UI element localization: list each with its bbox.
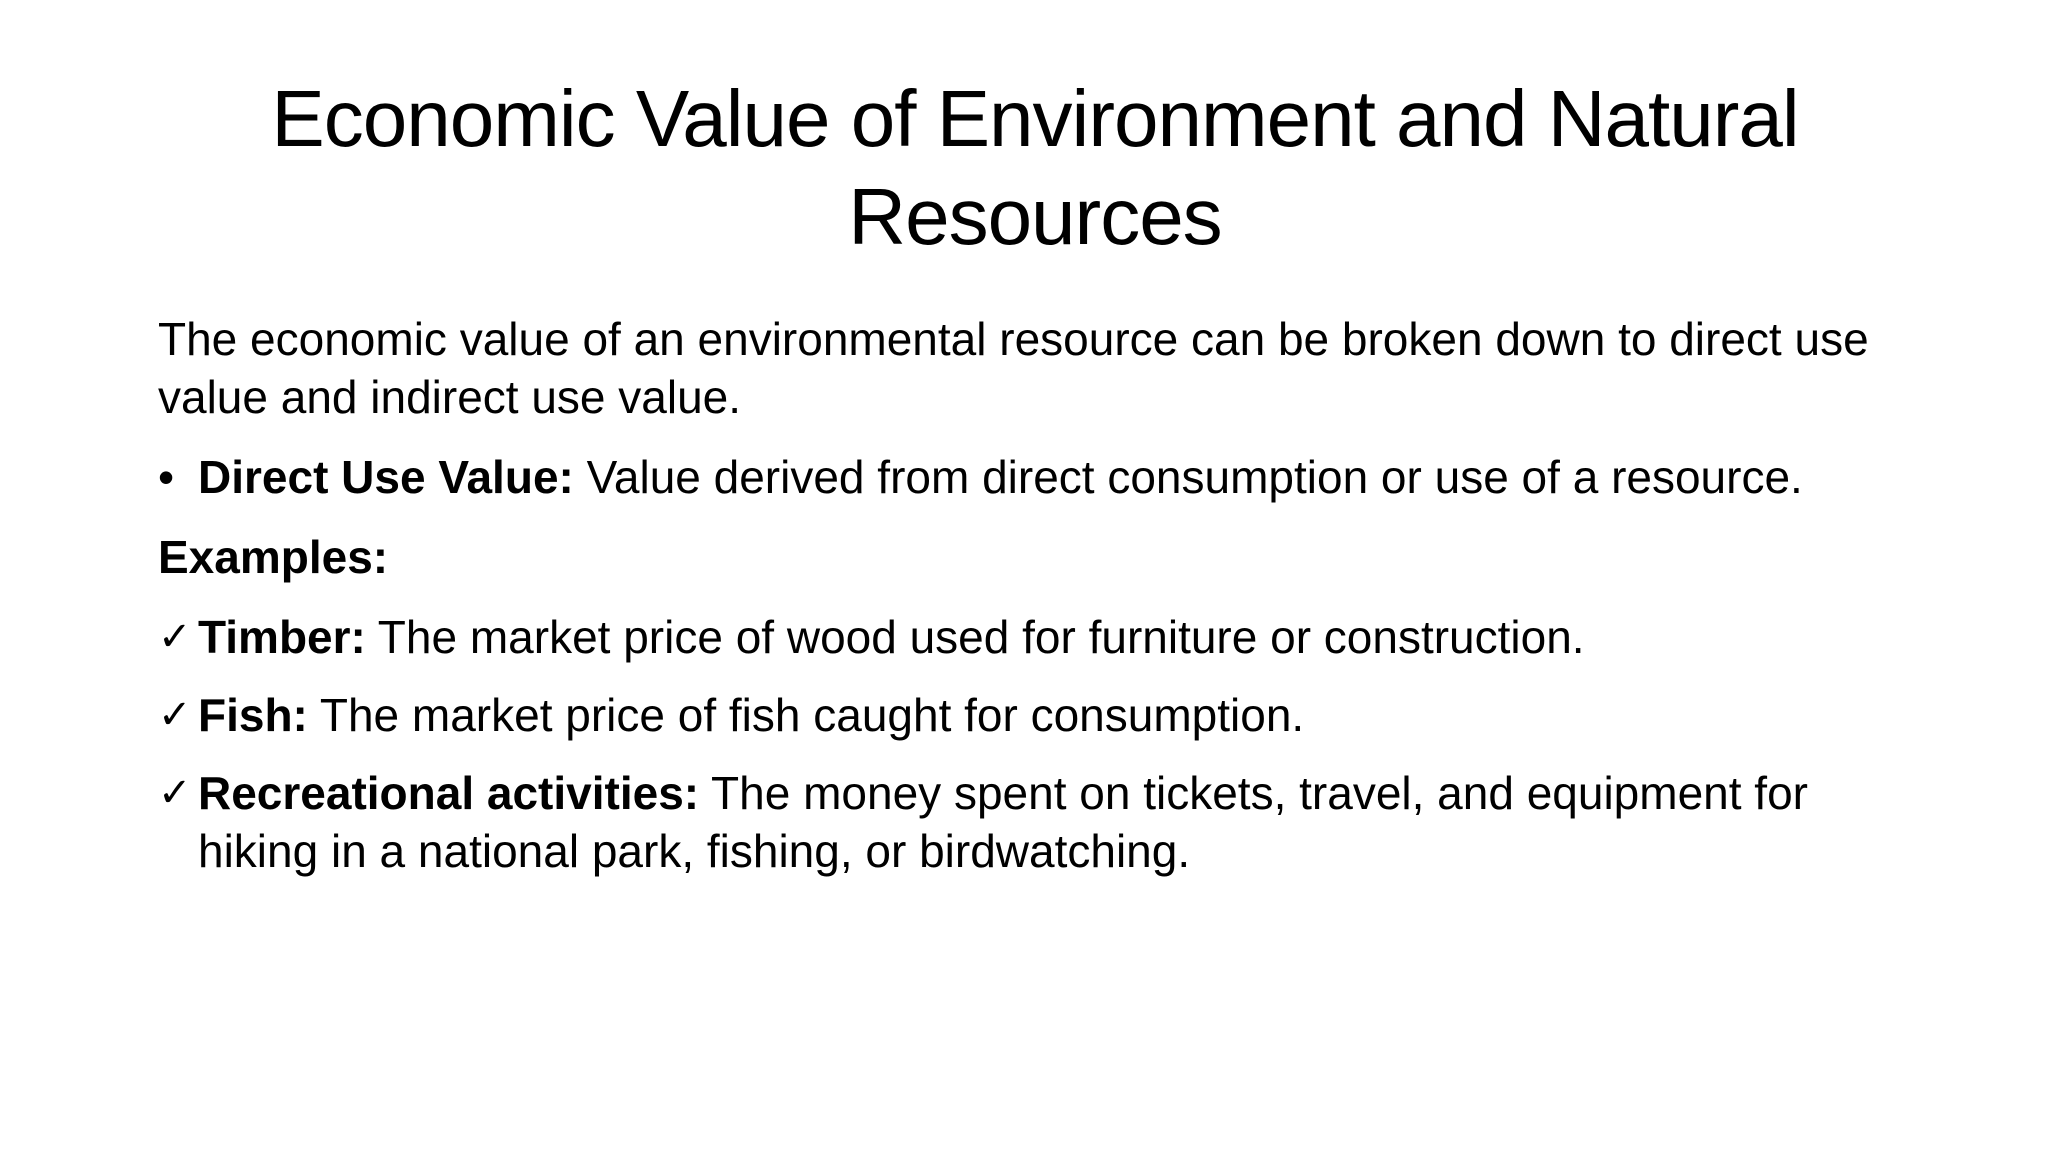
- slide-body: [158, 310, 1898, 900]
- example-item-recreational: [158, 764, 1898, 880]
- bullet-direct-use-value: [158, 448, 1898, 506]
- intro-paragraph: The economic value of an environmental resource can be broken down to direct use value and indirect use value.: [158, 313, 1869, 423]
- bullet-term: Direct Use Value:: [198, 451, 574, 503]
- bullet-text: Value derived from direct consumption or use of a resource.: [573, 451, 1803, 503]
- example-text: The money spent on tickets, travel, and equipment for hiking in a national park, fishing, or birdwatching.: [198, 767, 1808, 877]
- checkmark-icon: ✓: [158, 614, 192, 660]
- checkmark-icon: ✓: [158, 770, 192, 816]
- checkmark-icon: ✓: [158, 692, 192, 738]
- example-item-fish: [158, 686, 1898, 744]
- example-text: The market price of wood used for furniture or construction.: [365, 611, 1585, 663]
- example-term: Fish:: [198, 689, 308, 741]
- bullet-dot-icon: •: [158, 451, 175, 503]
- examples-heading: Examples:: [158, 531, 389, 583]
- slide-title: Economic Value of Environment and Natural Resources: [271, 74, 1799, 261]
- example-term: Timber:: [198, 611, 366, 663]
- example-item-timber: [158, 608, 1898, 666]
- example-text: The market price of fish caught for consumption.: [307, 689, 1305, 741]
- example-term: Recreational activities:: [198, 767, 700, 819]
